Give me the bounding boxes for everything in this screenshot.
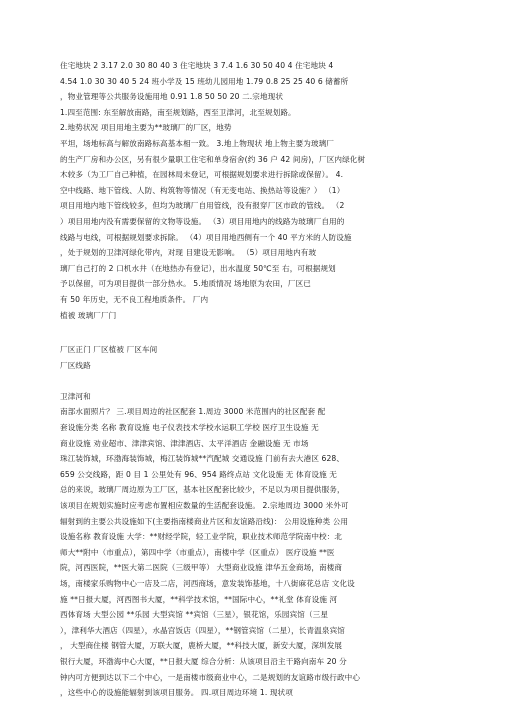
text-line: 套设施分类 名称 教育设施 电子仪表技术学校水运职工学校 医疗卫生设施 无 [60,423,319,433]
text-line: 的生产厂房和办公区，另有很少量职工住宅和单身宿舍(约 36 户 42 间房)，厂区内绿化树 [60,154,366,164]
text-line: 4.54 1.0 30 30 40 5 24 班小学及 15 班幼儿园用地 1.79 0.8 25 25 40 6 储蓄所 [60,76,349,86]
text-line: 南部水面照片？ 三.项目周边的社区配套 1.周边 3000 米范围内的社区配套 配 [60,407,326,417]
text-line: ， 大型商住楼 钢管大厦，万联大厦，鹿桥大厦，**科技大厦，新安大厦，深圳发展 [60,641,343,651]
text-line: ，处于规划的卫津河绿化带内，对现 目建设无影响。 （5）项目用地内有玻 [60,248,317,258]
text-line: ，这些中心的设施能辐射到该项目服务。 四.项目周边环境 1. 现状项 [60,688,293,698]
text-line: 2.地势状况 项目用地主要为**玻璃厂的厂区，地势 [60,123,232,133]
text-line: 钟内可方便到达以下二个中心，一是南楼市级商业中心，二是规划的友谊路市级行政中心 [60,672,361,682]
text-line: 璃厂自己打的 2 口机水井（在地热办有登记），出水温度 50℃至 右，可根据规划 [60,263,336,273]
text-line: 院，河西医院，**医大第二医院（三级甲等） 大型商业设施 津华五金商场，南楼商 [60,563,343,573]
text-line: 植被 玻璃厂厂门 [60,310,117,320]
text-line: 厂区正门 厂区植被 厂区车间 [60,345,158,355]
spacer [60,323,465,342]
text-line: 卫津河和 [60,391,91,401]
text-line: 珠江装饰城，环渤海装饰城，梅江装饰城**汽配城 交通设施 门前有去大港区 628、 [60,454,345,464]
text-line: 1.四至范围: 东至解放南路，南至规划路，西至卫津河，北至规划路。 [60,107,296,117]
text-line: ，物业管理等公共服务设施用地 0.91 1.8 50 50 20 二.宗地现状 [60,92,284,102]
text-line: 设施名称 教育设施 大学：**财经学院，轻工业学院，职业技术师范学院南中校：北 [60,532,343,542]
document-page [60,58,465,701]
text-line: 659 公交线路，距 0 目 1 公里处有 96、954 路终点站 文化设施 无 体育设施 无 [60,469,337,479]
text-line: 予以保留，可为项目提供一部分热水。 5.地质情况 场地原为农田，厂区已 [60,279,311,289]
text-line: 商业设施 劝业超市、津津宾馆、津津酒店、太平洋酒店 金融设施 无 市场 [60,438,309,448]
text-line: ），津利华大酒店（四星），水晶宫饭店（四星），**钢管宾馆（二星），长青温泉宾馆 [60,625,345,635]
text-line: 平坦，场地标高与解放南路标高基本相一致。 3.地上物现状 地上物主要为玻璃厂 [60,138,335,148]
text-line: 该项目在规划实施时应考虑布置相应数量的生活配套设施。 2.宗地周边 3000 米外可 [60,501,349,511]
text-line: 西体育场 大型公园 **乐园 大型宾馆 **宾馆（三星），银花馆，乐园宾馆（三星 [60,610,329,620]
text-line: 木较多（为工厂自己种植，在园林局未登记，可根据规划要求进行拆除或保留）。 4. [60,170,344,180]
text-line: ）项目用地内没有需要保留的文物等设施。 （3）项目用地内的线路为玻璃厂自用的 [60,216,345,226]
text-line: 住宅地块 2 3.17 2.0 30 80 40 3 住宅地块 3 7.4 1.6 30 50 40 4 住宅地块 4 [60,61,334,70]
spacer [60,373,465,389]
text-line: 有 50 年历史，无不良工程地质条件。 厂内 [60,294,209,304]
text-line: 师大**附中（市重点），第四中学（市重点），南楼中学（区重点） 医疗设施 **医 [60,547,335,557]
text-line: 项目用地内地下管线较多，但均为玻璃厂自用管线，没有报穿厂区市政的管线。 （2 [60,201,345,211]
text-line: 辐射到的主要公共设施如下(主要指南楼商业片区和友谊路沿线)： 公用设施种类 公用 [60,516,349,526]
text-line: 线路与电线，可根据规划要求拆除。 （4）项目用地西侧有一个 40 平方米的人防设施 [60,232,352,242]
text-line: 银行大厦，环渤海中心大厦，**日报大厦 综合分析：从该项目沿主干路向南车 20 分 [60,656,347,666]
text-line: 空中线路、地下管线、人防、构筑物等情况（有无变电站、换热站等设施？） （1） [60,185,345,195]
text-line: 施 **日报大厦，河西图书大厦，**科学技术馆，**国际中心，**礼堂 体育设施 河 [60,594,338,604]
text-line: 总的来说，玻璃厂周边原为工厂区，基本社区配套比较少，不足以为项目提供服务， [60,485,345,495]
text-line: 场，南楼家乐购物中心一店及二店，河西商场，意发装饰基地，十八街麻花总店 文化设 [60,579,355,588]
text-line: 厂区线路 [60,360,91,370]
